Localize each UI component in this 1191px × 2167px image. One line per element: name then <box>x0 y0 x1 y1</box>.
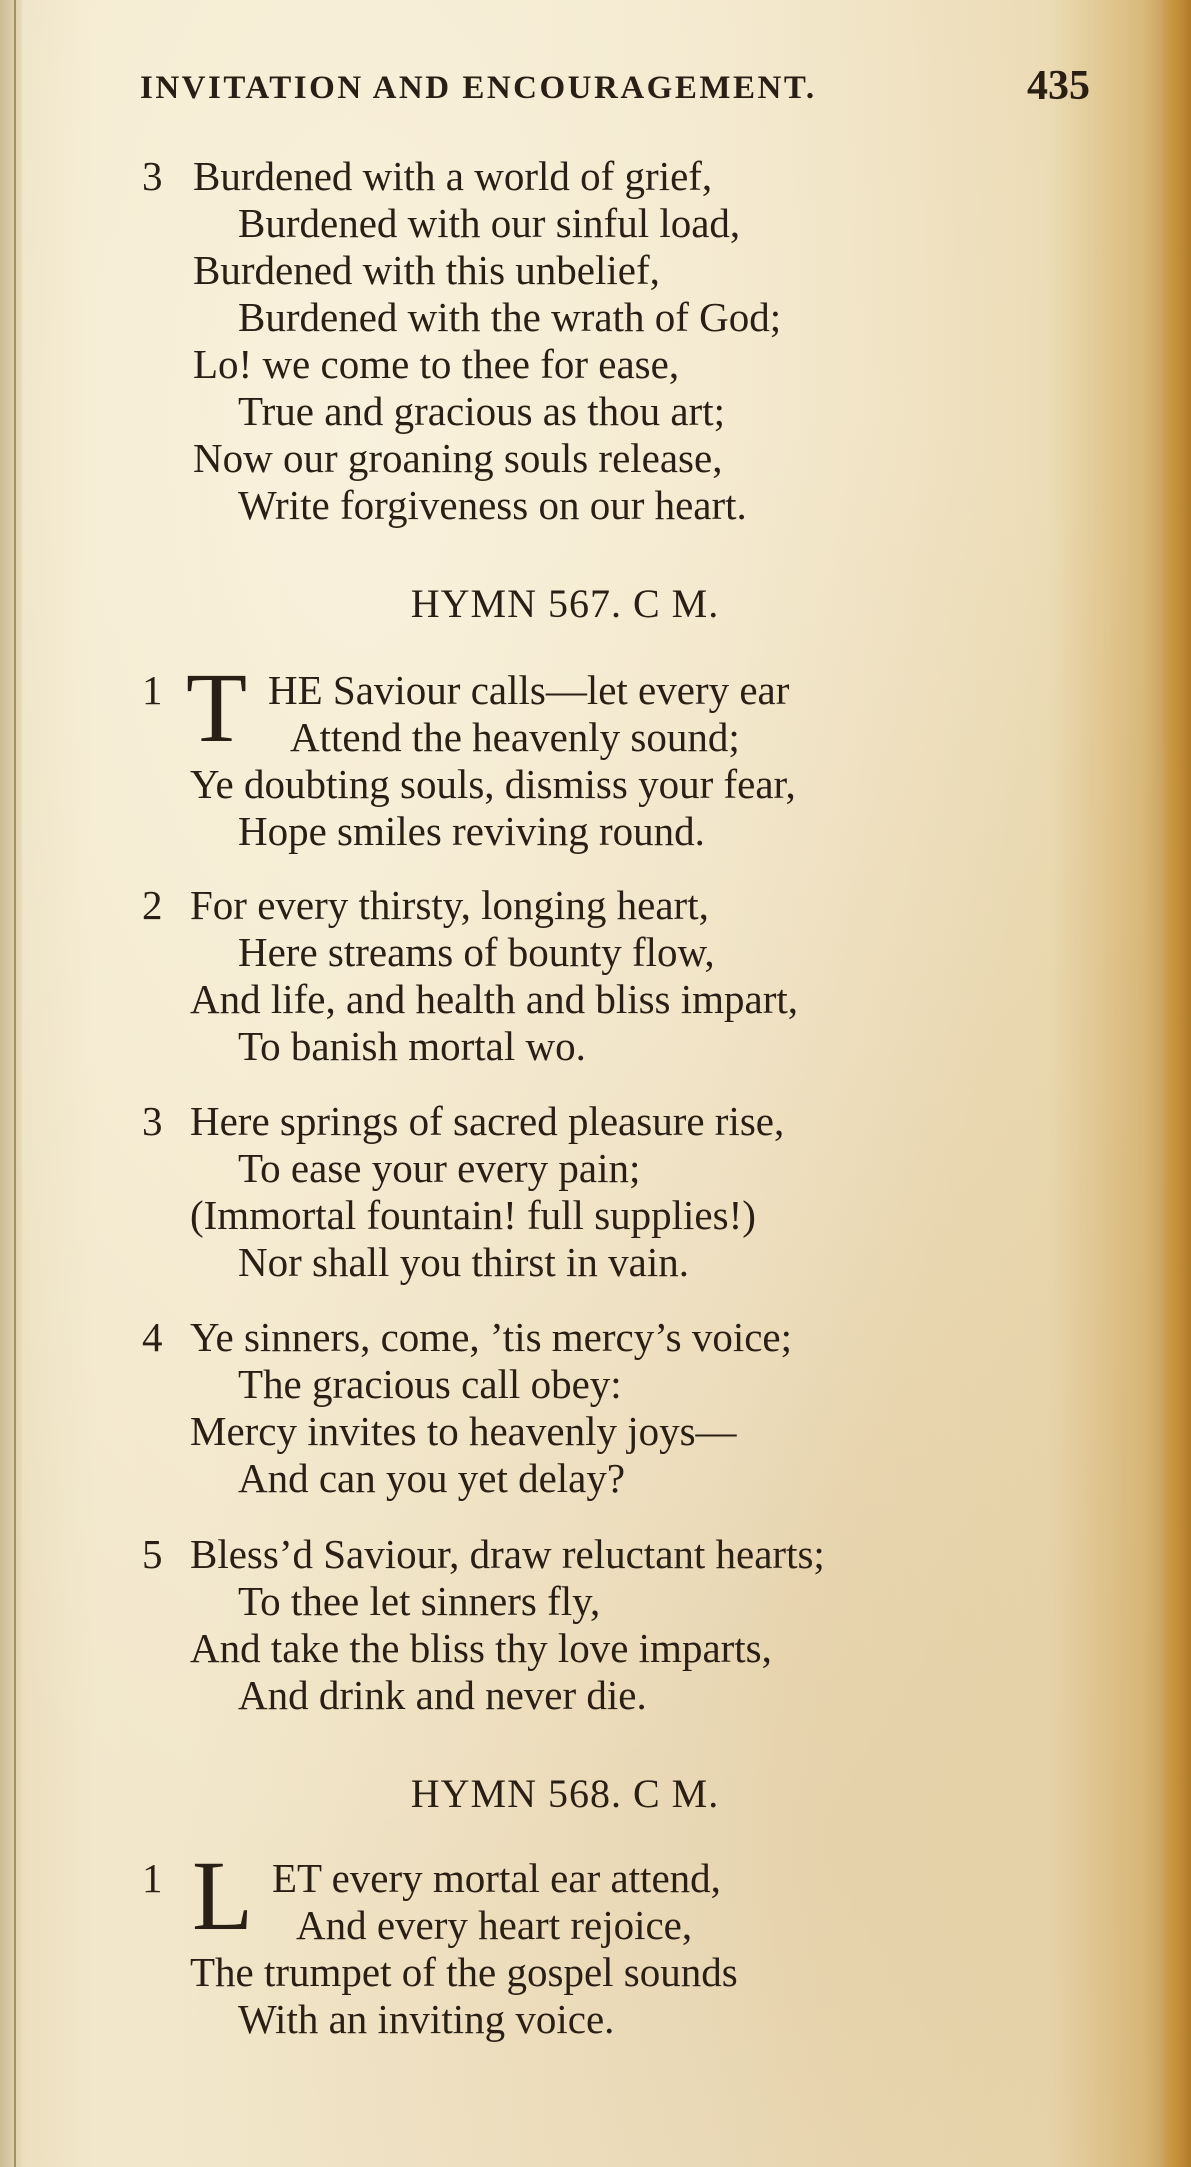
verse-line: And drink and never die. <box>238 1672 647 1718</box>
verse-number: 1 <box>142 667 163 713</box>
verse-number: 1 <box>142 1855 163 1901</box>
verse-line: For every thirsty, longing heart, <box>190 882 709 928</box>
verse-line: Burdened with our sinful load, <box>238 200 741 246</box>
verse-line: Here streams of bounty flow, <box>238 929 715 975</box>
verse-number: 5 <box>142 1531 163 1577</box>
verse-line: The trumpet of the gospel sounds <box>190 1949 738 1995</box>
verse-line: Attend the heavenly sound; <box>290 714 740 760</box>
verse-line: True and gracious as thou art; <box>238 388 725 434</box>
verse-line: HE Saviour calls—let every ear <box>268 667 790 713</box>
page-edge <box>1161 0 1191 2167</box>
verse-number: 3 <box>142 1098 163 1144</box>
verse-line: And take the bliss thy love imparts, <box>190 1625 772 1671</box>
verse-line: (Immortal fountain! full supplies!) <box>190 1192 756 1238</box>
verse-line: ET every mortal ear attend, <box>272 1855 721 1901</box>
hymn-title: HYMN 568. C M. <box>410 1771 720 1816</box>
verse-line: And can you yet delay? <box>238 1455 626 1501</box>
drop-cap: T <box>186 652 248 763</box>
verse-line: Hope smiles reviving round. <box>238 808 705 854</box>
verse-line: Lo! we come to thee for ease, <box>193 341 680 387</box>
verse-number: 4 <box>142 1314 163 1360</box>
book-spine <box>0 0 22 2167</box>
verse-line: Bless’d Saviour, draw reluctant hearts; <box>190 1531 825 1577</box>
verse-line: Write forgiveness on our heart. <box>238 482 747 528</box>
verse-number: 2 <box>142 882 163 928</box>
verse-line: Ye doubting souls, dismiss your fear, <box>190 761 796 807</box>
verse-line: Burdened with the wrath of God; <box>238 294 782 340</box>
verse-line: Burdened with this unbelief, <box>193 247 660 293</box>
verse-line: To banish mortal wo. <box>238 1023 586 1069</box>
verse-line: Now our groaning souls release, <box>193 435 723 481</box>
verse-line: Ye sinners, come, ’tis mercy’s voice; <box>190 1314 793 1360</box>
page-header <box>140 62 1090 122</box>
verse-line: And every heart rejoice, <box>296 1902 693 1948</box>
running-head: INVITATION AND ENCOURAGEMENT. <box>140 70 817 106</box>
drop-cap: L <box>192 1840 254 1951</box>
verse-line: Burdened with a world of grief, <box>193 153 713 199</box>
verse-line: To thee let sinners fly, <box>238 1578 601 1624</box>
verse-line: And life, and health and bliss impart, <box>190 976 799 1022</box>
hymn-title: HYMN 567. C M. <box>410 581 720 626</box>
page-number: 435 <box>1027 63 1090 109</box>
verse-line: Mercy invites to heavenly joys— <box>190 1408 737 1454</box>
verse-line: Here springs of sacred pleasure rise, <box>190 1098 785 1144</box>
verse-line: To ease your every pain; <box>238 1145 641 1191</box>
verse-number: 3 <box>142 153 163 199</box>
verse-line: With an inviting voice. <box>238 1996 615 2042</box>
verse-line: The gracious call obey: <box>238 1361 622 1407</box>
verse-line: Nor shall you thirst in vain. <box>238 1239 689 1285</box>
